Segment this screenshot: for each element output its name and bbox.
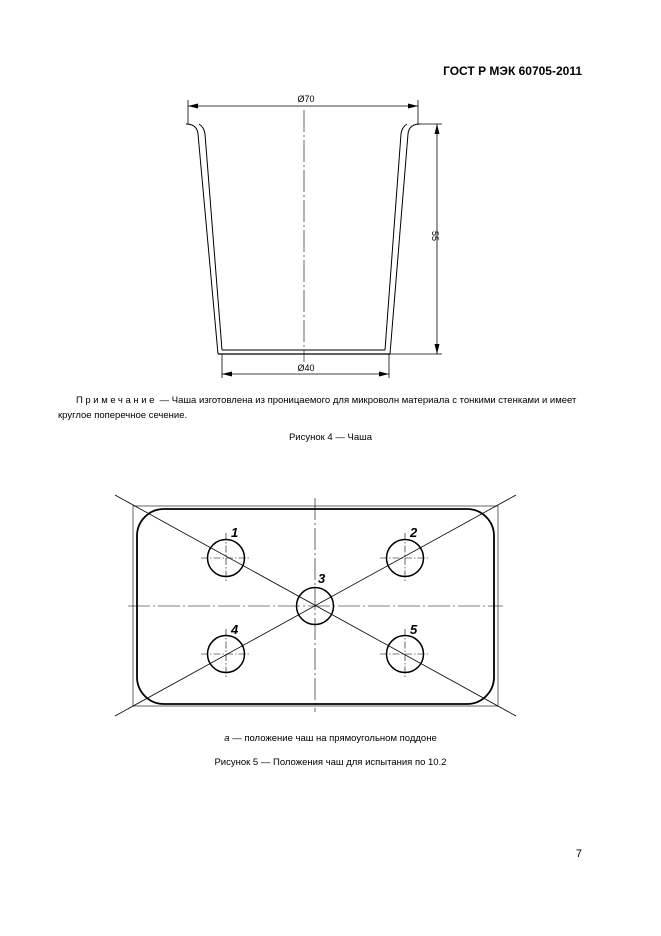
bowl-label-5: 5 bbox=[410, 622, 418, 637]
bowl-position-5 bbox=[380, 629, 430, 679]
arrow-right-bottom bbox=[379, 372, 389, 377]
arrow-right-top bbox=[408, 104, 418, 109]
figure-5-caption: Рисунок 5 — Положения чаш для испытания по 10.2 bbox=[214, 757, 447, 768]
page-number: 7 bbox=[575, 848, 582, 860]
arrow-left-top bbox=[188, 104, 198, 109]
arrow-height-bottom bbox=[435, 344, 440, 354]
figure-5-subcaption bbox=[0, 733, 661, 744]
bowl-inner-right bbox=[385, 124, 407, 350]
arrow-height-top bbox=[435, 124, 440, 134]
bowl-label-1: 1 bbox=[231, 525, 239, 540]
note-lead: Примечание bbox=[76, 395, 157, 406]
dim-bottom-label: Ø40 bbox=[297, 363, 315, 373]
bowl-label-2: 2 bbox=[410, 525, 418, 540]
bowl-position-1 bbox=[201, 533, 251, 583]
figure-5-tray-drawing bbox=[0, 470, 661, 730]
bowl-position-2 bbox=[380, 533, 430, 583]
dim-height-label: 55 bbox=[430, 230, 440, 242]
figure-4-bowl-drawing bbox=[0, 0, 661, 400]
dim-top-label: Ø70 bbox=[297, 94, 315, 104]
standard-header: ГОСТ Р МЭК 60705-2011 bbox=[443, 64, 582, 78]
subcaption-letter: а bbox=[224, 733, 230, 744]
bowl-label-4: 4 bbox=[231, 622, 239, 637]
bowl-label-3: 3 bbox=[318, 571, 326, 586]
bowl-position-4 bbox=[201, 629, 251, 679]
bowl-inner-left bbox=[199, 124, 222, 350]
arrow-left-bottom bbox=[222, 372, 232, 377]
subcaption-text: — положение чаш на прямоугольном поддоне bbox=[229, 733, 437, 744]
note-text: — Чаша изготовлена из проницаемого для микроволн материала с тонкими стенками и имеет круглое поперечное сечение. bbox=[58, 395, 577, 421]
bowl-outer-right bbox=[390, 124, 420, 354]
figure-4-caption: Рисунок 4 — Чаша bbox=[288, 432, 373, 443]
figure-4-note bbox=[58, 393, 582, 423]
